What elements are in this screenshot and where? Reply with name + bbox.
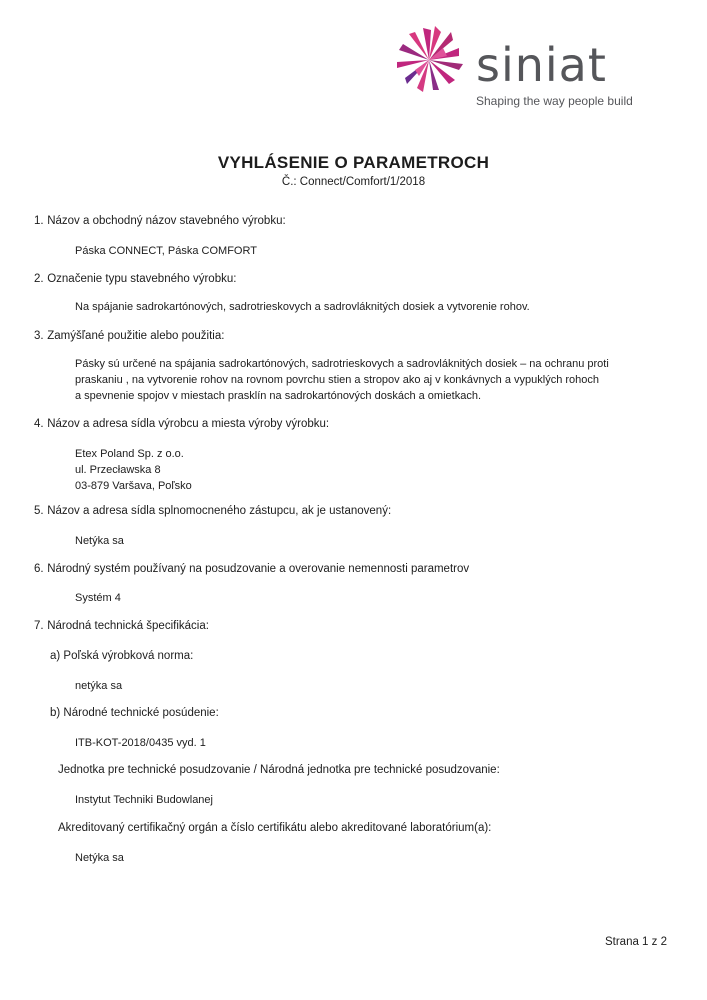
- section-2-label: [34, 273, 236, 285]
- section-6-value: Systém 4: [75, 592, 121, 604]
- subsection-b-label: b) Národné technické posúdenie:: [50, 707, 219, 719]
- star-burst-icon: [395, 24, 475, 96]
- section-label-text: Národná technická špecifikácia:: [47, 620, 209, 632]
- subsection-a-label: a) Poľská výrobková norma:: [50, 650, 194, 662]
- section-7-label: [34, 620, 209, 632]
- subsection-a-value: netýka sa: [75, 680, 123, 692]
- section-label-text: Národný systém používaný na posudzovanie a overovanie nemennosti parametrov: [47, 563, 470, 575]
- logo-wordmark: siniat: [476, 38, 607, 92]
- section-1-label: [34, 215, 286, 227]
- value-line: ul. Przecławska 8: [75, 464, 161, 476]
- section-5-label: [34, 505, 391, 517]
- section-1-value: Páska CONNECT, Páska COMFORT: [75, 245, 257, 257]
- logo-tagline: Shaping the way people build: [476, 94, 633, 108]
- value-line: 03-879 Varšava, Poľsko: [75, 480, 192, 492]
- value-line: Pásky sú určené na spájania sadrokartónových, sadrotrieskovych a sadrovláknitých dosiek – na ochranu proti: [75, 358, 609, 370]
- section-3-label: [34, 330, 224, 342]
- value-line: praskaniu , na vytvorenie rohov na rovnom povrchu stien a stropov ako aj v konkávnych a vypuklých rohoch: [75, 374, 599, 386]
- section-2-value: Na spájanie sadrokartónových, sadrotrieskovych a sadrovláknitých dosiek a vytvorenie rohov.: [75, 301, 530, 313]
- section-number: 6.: [34, 563, 44, 575]
- section-label-text: Zamýšľané použitie alebo použitia:: [47, 330, 225, 342]
- section-6-label: [34, 563, 469, 575]
- section-number: 5.: [34, 505, 44, 517]
- subsection-b-value: ITB-KOT-2018/0435 vyd. 1: [75, 737, 206, 749]
- document-title: VYHLÁSENIE O PARAMETROCH: [217, 153, 490, 172]
- section-number: 3.: [34, 330, 44, 342]
- page-number: Strana 1 z 2: [604, 936, 667, 948]
- section-number: 4.: [34, 418, 44, 430]
- value-line: a spevnenie spojov v miestach prasklín na sadrokartónových doskách a omietkach.: [75, 390, 481, 402]
- assessment-body-value: Instytut Techniki Budowlanej: [75, 794, 213, 806]
- value-line: Etex Poland Sp. z o.o.: [75, 448, 184, 460]
- section-number: 1.: [34, 215, 44, 227]
- section-4-value: [75, 446, 192, 494]
- section-label-text: Názov a adresa sídla splnomocneného zástupcu, ak je ustanovený:: [47, 505, 392, 517]
- document-number: Č.: Connect/Comfort/1/2018: [281, 176, 426, 188]
- certification-body-value: Netýka sa: [75, 852, 124, 864]
- section-label-text: Názov a adresa sídla výrobcu a miesta výroby výrobku:: [47, 418, 330, 430]
- siniat-logo: [395, 24, 635, 114]
- section-number: 7.: [34, 620, 44, 632]
- section-label-text: Názov a obchodný názov stavebného výrobku:: [47, 215, 286, 227]
- section-3-value: [75, 356, 609, 404]
- section-label-text: Označenie typu stavebného výrobku:: [47, 273, 237, 285]
- section-number: 2.: [34, 273, 44, 285]
- section-4-label: [34, 418, 329, 430]
- certification-body-label: Akreditovaný certifikačný orgán a číslo certifikátu alebo akreditované laboratórium(a):: [58, 822, 492, 834]
- assessment-body-label: Jednotka pre technické posudzovanie / Národná jednotka pre technické posudzovanie:: [58, 764, 500, 776]
- section-5-value: Netýka sa: [75, 535, 124, 547]
